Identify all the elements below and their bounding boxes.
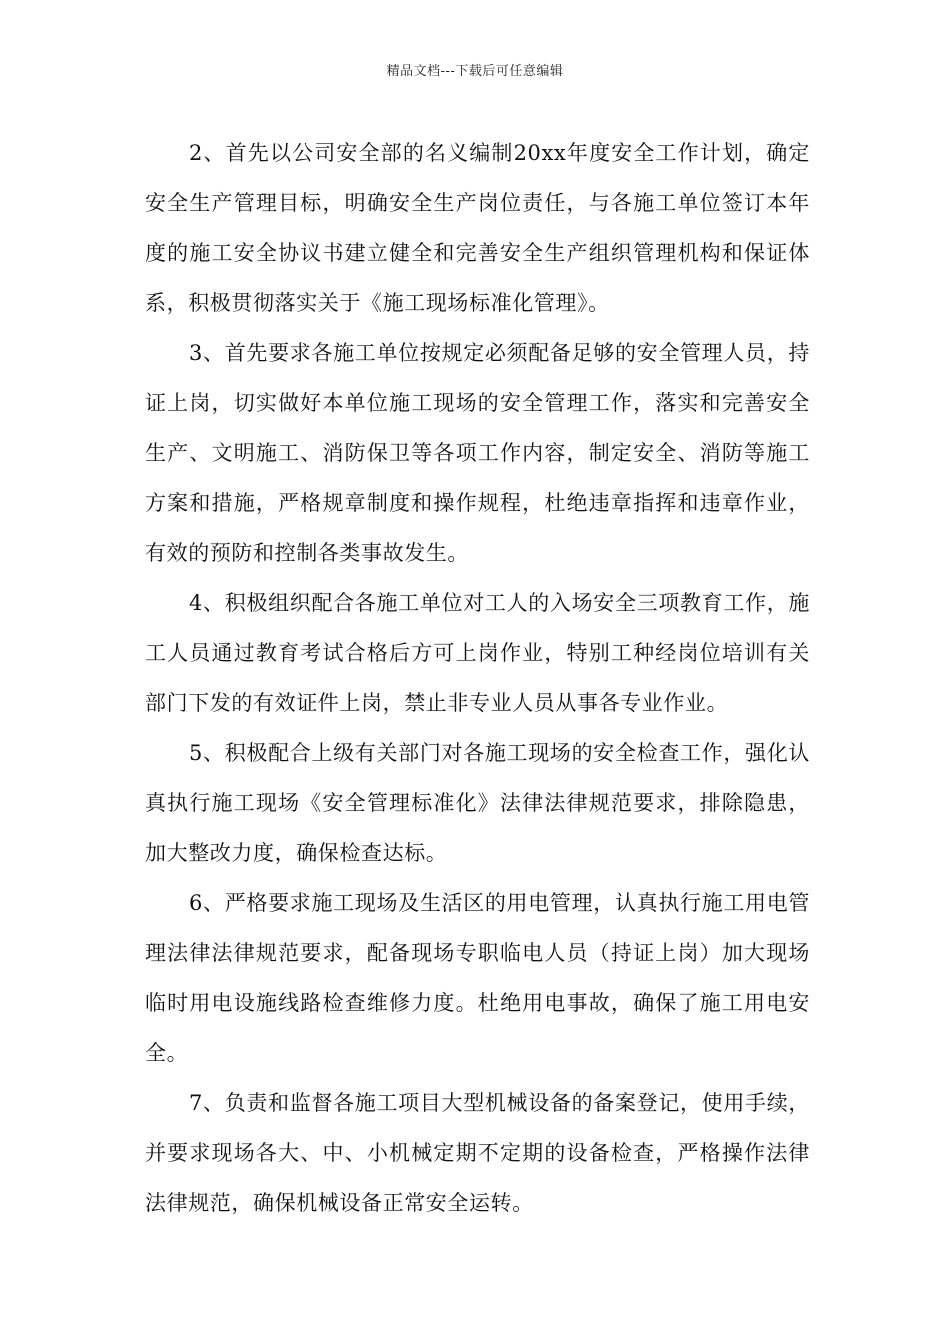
paragraph-item-3: 3、首先要求各施工单位按规定必须配备足够的安全管理人员，持证上岗，切实做好本单位施工现场的安全管理工作，落实和完善安全生产、文明施工、消防保卫等各项工作内容，制定安全、消防等施工方案和措施，严格规章制度和操作规程，杜绝违章指挥和违章作业，有效的预防和控制各类事故发生。 bbox=[145, 341, 810, 565]
paragraph-item-2: 2、首先以公司安全部的名义编制20xx年度安全工作计划，确定安全生产管理目标，明确安全生产岗位责任，与各施工单位签订本年度的施工安全协议书建立健全和完善安全生产组织管理机构和保证体系，积极贯彻落实关于《施工现场标准化管理》。 bbox=[145, 141, 810, 315]
paragraph-item-4: 4、积极组织配合各施工单位对工人的入场安全三项教育工作，施工人员通过教育考试合格后方可上岗作业，特别工种经岗位培训有关部门下发的有效证件上岗，禁止非专业人员从事各专业作业。 bbox=[145, 591, 810, 715]
paragraph-item-5: 5、积极配合上级有关部门对各施工现场的安全检查工作，强化认真执行施工现场《安全管理标准化》法律法律规范要求，排除隐患，加大整改力度，确保检查达标。 bbox=[145, 741, 810, 865]
document-body bbox=[145, 128, 810, 1228]
paragraph-item-6: 6、严格要求施工现场及生活区的用电管理，认真执行施工用电管理法律法律规范要求，配备现场专职临电人员（持证上岗）加大现场临时用电设施线路检查维修力度。杜绝用电事故，确保了施工用电安全。 bbox=[145, 891, 810, 1065]
page-header-watermark: 精品文档---下载后可任意编辑 bbox=[386, 64, 564, 79]
paragraph-item-7: 7、负责和监督各施工项目大型机械设备的备案登记，使用手续，并要求现场各大、中、小机械定期不定期的设备检查，严格操作法律法律规范，确保机械设备正常安全运转。 bbox=[145, 1091, 810, 1215]
